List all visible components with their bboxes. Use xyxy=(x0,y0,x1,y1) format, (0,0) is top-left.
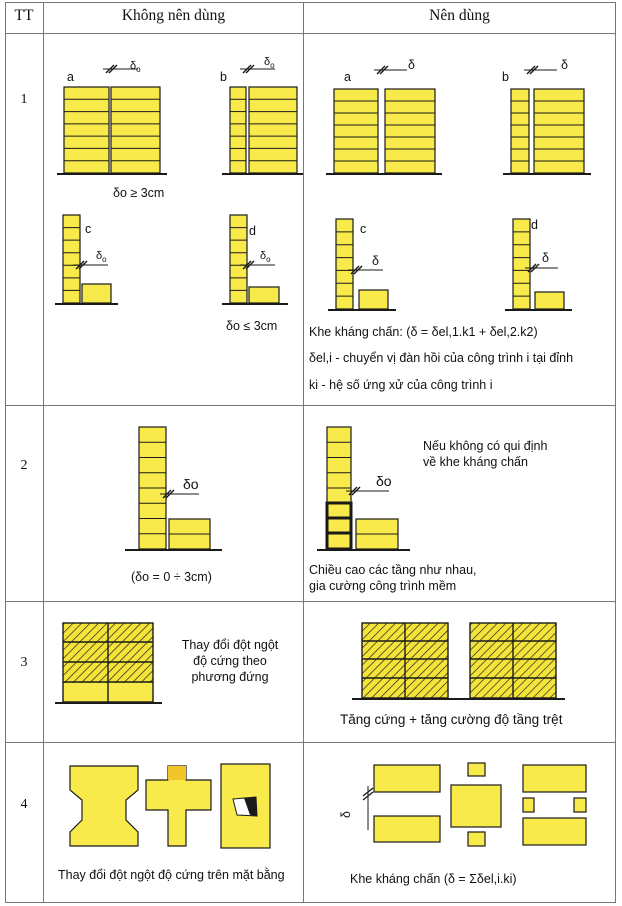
caption-row3-good: Tăng cứng + tăng cường độ tầng trệt xyxy=(340,712,563,727)
plan-i-shape xyxy=(70,766,138,846)
header-recommended: Nên dùng xyxy=(429,7,490,24)
row3-bad-text-line3: phương đứng xyxy=(191,670,269,684)
delta-label-row2-bad: δo xyxy=(183,476,199,492)
elastic-displacement-note: δel,i - chuyển vị đàn hồi của công trình i tại đỉnh xyxy=(309,351,574,365)
delta-label-good-2: δ xyxy=(561,58,568,72)
header-tt: TT xyxy=(14,7,34,24)
plan-block-bottom-right xyxy=(523,818,586,845)
plan-block-top xyxy=(374,765,440,792)
seismic-gap-formula: Khe kháng chấn: (δ = δel,1.k1 + δel,2.k2) xyxy=(309,325,538,339)
row-number-3: 3 xyxy=(20,655,28,670)
note-row2-good-line1: Nếu không có qui định xyxy=(423,439,548,453)
label-b-bad: b xyxy=(220,70,227,84)
plan-block-bottom xyxy=(374,816,440,842)
header-not-recommended: Không nên dùng xyxy=(121,7,226,24)
caption-row4-good: Khe kháng chấn (δ = Σδel,i.ki) xyxy=(350,872,517,886)
plan-block-small-bottom xyxy=(468,832,485,846)
condition-ge-3cm: δo ≥ 3cm xyxy=(113,186,165,200)
building-b-left xyxy=(230,87,246,173)
delta-label-bad-3: $\delta_o$ xyxy=(96,250,107,265)
row-number-1: 1 xyxy=(20,92,28,107)
delta-label-good-1: δ xyxy=(408,58,415,72)
delta-label-bad-4: $\delta_o$ xyxy=(260,250,271,265)
label-c-bad: c xyxy=(85,222,92,236)
plan-cross-highlight xyxy=(168,766,186,780)
building-d-low xyxy=(249,287,279,303)
delta-label-bad-1: $\delta_o$ xyxy=(130,60,141,75)
caption-row2-good-line1: Chiều cao các tầng như nhau, xyxy=(309,563,477,577)
building-a-good-left xyxy=(334,89,378,173)
delta-label-good-3: δ xyxy=(372,254,379,268)
row3-bad-text-line1: Thay đổi đột ngột xyxy=(181,638,279,652)
row3-bad-text-line2: độ cứng theo xyxy=(193,654,267,668)
delta-label-row2-good: δo xyxy=(376,473,392,489)
condition-le-3cm: δo ≤ 3cm xyxy=(226,319,278,333)
plan-block-top-right xyxy=(523,765,586,792)
building-b-right xyxy=(249,87,297,173)
plan-block-side-left xyxy=(523,798,534,812)
plan-block-center xyxy=(451,785,501,827)
building-c-tall xyxy=(63,215,80,303)
note-row2-good-line2: về khe kháng chấn xyxy=(423,455,528,469)
delta-label-good-4: δ xyxy=(542,251,549,265)
building-a-good-right xyxy=(385,89,435,173)
delta-label-row4-good: δ xyxy=(339,811,353,818)
caption-row2-bad: (δo = 0 ÷ 3cm) xyxy=(131,570,212,584)
label-c-good: c xyxy=(360,222,367,236)
building-b-good-left xyxy=(511,89,529,173)
building-a-right xyxy=(111,87,160,173)
label-b-good: b xyxy=(502,70,509,84)
building-d-good-tall xyxy=(513,219,530,309)
building-c-good-low xyxy=(359,290,388,309)
label-a-good: a xyxy=(344,70,351,84)
label-d-good: d xyxy=(531,218,538,232)
row-number-2: 2 xyxy=(20,458,28,473)
plan-block-small-top xyxy=(468,763,485,776)
building-d-tall xyxy=(230,215,247,303)
building-d-good-low xyxy=(535,292,564,309)
label-a-bad: a xyxy=(67,70,74,84)
building-c-low xyxy=(82,284,111,303)
building-a-left xyxy=(64,87,109,173)
plan-block-side-right xyxy=(574,798,586,812)
label-d-bad: d xyxy=(249,224,256,238)
caption-row4-bad: Thay đổi đột ngột độ cứng trên mặt bằng xyxy=(58,868,285,882)
delta-label-bad-2: $\delta_o$ xyxy=(264,56,275,71)
building-b-good-right xyxy=(534,89,584,173)
row-number-4: 4 xyxy=(20,797,28,812)
behavior-factor-note: ki - hệ số ứng xử của công trình i xyxy=(309,378,493,392)
caption-row2-good-line2: gia cường công trình mềm xyxy=(309,579,457,593)
building-c-good-tall xyxy=(336,219,353,309)
